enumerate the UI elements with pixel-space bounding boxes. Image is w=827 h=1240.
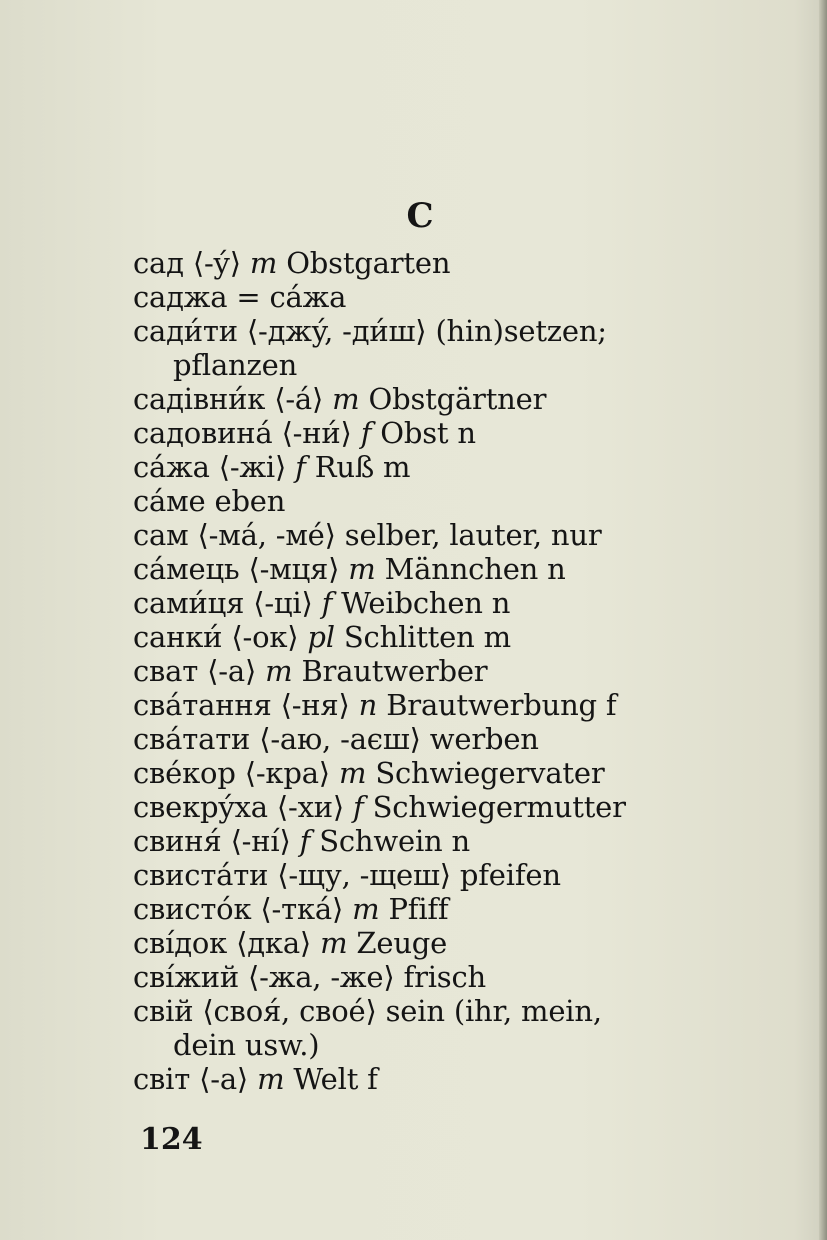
entry-translation: pfeifen — [459, 858, 561, 892]
entry-headword: садівни́к — [133, 382, 266, 416]
dictionary-entry — [133, 824, 733, 858]
dictionary-entry — [133, 994, 733, 1062]
entry-translation: Obstgarten — [286, 246, 451, 280]
entry-grammar-label: m — [332, 382, 360, 416]
entry-inflection: ⟨-а⟩ — [199, 1062, 249, 1096]
entry-headword: сáжа — [133, 450, 210, 484]
entry-translation: Obstgärtner — [368, 382, 547, 416]
entry-translation: frisch — [403, 960, 487, 994]
entry-translation: sein (ihr, mein, — [385, 994, 602, 1028]
dictionary-entry — [133, 654, 733, 688]
entry-inflection: ⟨-ня⟩ — [280, 688, 350, 722]
entry-inflection: ⟨-а⟩ — [207, 654, 257, 688]
entry-headword: свиня́ — [133, 824, 222, 858]
entry-translation: Pfiff — [388, 892, 449, 926]
entry-translation: eben — [214, 484, 286, 518]
dictionary-entry — [133, 484, 733, 518]
entry-grammar-label: m — [249, 246, 278, 280]
entry-inflection: ⟨-джý, -ди́ш⟩ — [246, 314, 427, 348]
entry-headword: свáтати — [133, 722, 251, 756]
entry-inflection: ⟨-аю, -аєш⟩ — [259, 722, 421, 756]
dictionary-entry — [133, 858, 733, 892]
entry-inflection: ⟨-ні́⟩ — [230, 824, 291, 858]
entry-inflection: ⟨-жі⟩ — [218, 450, 287, 484]
entry-inflection: ⟨-жа, -же⟩ — [248, 960, 395, 994]
entry-headword: свíдок — [133, 926, 228, 960]
entry-inflection: ⟨-ý⟩ — [192, 246, 241, 280]
entry-headword: свáтання — [133, 688, 272, 722]
entry-grammar-label: f — [321, 586, 333, 620]
entry-grammar-label: m — [257, 1062, 285, 1096]
entry-headword: сáме — [133, 484, 206, 518]
entry-translation: Schlitten m — [343, 620, 511, 654]
entry-translation: Schwiegervater — [375, 756, 605, 790]
entry-grammar-label: m — [338, 756, 367, 790]
page-spine-shadow — [819, 0, 827, 1240]
entry-inflection: ⟨-á⟩ — [274, 382, 324, 416]
entry-translation: Ruß m — [314, 450, 411, 484]
entry-grammar-label: pl — [307, 620, 335, 654]
dictionary-entry — [133, 450, 733, 484]
entry-headword: свéкор — [133, 756, 236, 790]
dictionary-entry — [133, 586, 733, 620]
entry-grammar-label: n — [358, 688, 378, 722]
entry-inflection: ⟨-хи⟩ — [276, 790, 345, 824]
dictionary-entry — [133, 382, 733, 416]
entry-headword: світ — [133, 1062, 191, 1096]
entry-headword: свій — [133, 994, 194, 1028]
entry-headword: саджа — [133, 280, 228, 314]
entry-grammar-label: f — [295, 450, 306, 484]
entry-headword: сади́ти — [133, 314, 238, 348]
dictionary-entry — [133, 926, 733, 960]
entry-translation: Schwiegermutter — [372, 790, 626, 824]
dictionary-entry — [133, 1062, 733, 1096]
entry-headword: свистáти — [133, 858, 269, 892]
entry-translation: selber, lauter, nur — [344, 518, 602, 552]
entry-translation: Brautwerber — [301, 654, 488, 688]
entry-translation: Zeuge — [356, 926, 448, 960]
entry-translation: Männchen n — [384, 552, 566, 586]
entry-translation: = cáжа — [236, 280, 347, 314]
entry-headword: сáмець — [133, 552, 240, 586]
entry-inflection: ⟨дка⟩ — [236, 926, 312, 960]
entry-inflection: ⟨-ни́⟩ — [281, 416, 352, 450]
entry-headword: сват — [133, 654, 199, 688]
entry-continuation: dein usw.) — [173, 1028, 320, 1062]
entry-headword: свíжий — [133, 960, 239, 994]
entry-headword: садовина́ — [133, 416, 273, 450]
entry-translation: Schwein n — [319, 824, 471, 858]
dictionary-entry — [133, 722, 733, 756]
entry-grammar-label: m — [352, 892, 380, 926]
dictionary-entry-list — [133, 246, 733, 1096]
dictionary-entry — [133, 314, 733, 382]
entry-grammar-label: m — [265, 654, 293, 688]
entry-translation: Welt f — [293, 1062, 378, 1096]
dictionary-entry — [133, 892, 733, 926]
section-letter: С — [406, 196, 434, 236]
entry-translation: werben — [429, 722, 539, 756]
entry-grammar-label: f — [360, 416, 372, 450]
dictionary-entry — [133, 280, 733, 314]
dictionary-entry — [133, 246, 733, 280]
entry-headword: сад — [133, 246, 184, 280]
entry-inflection: ⟨-мá, -мé⟩ — [197, 518, 336, 552]
entry-translation: (hin)setzen; — [435, 314, 607, 348]
dictionary-entry — [133, 416, 733, 450]
entry-inflection: ⟨-ткá⟩ — [260, 892, 344, 926]
entry-grammar-label: m — [348, 552, 376, 586]
entry-translation: Obst n — [380, 416, 476, 450]
entry-grammar-label: f — [299, 824, 311, 858]
entry-inflection: ⟨-кра⟩ — [244, 756, 330, 790]
entry-headword: свистóк — [133, 892, 252, 926]
entry-inflection: ⟨-мця⟩ — [248, 552, 340, 586]
entry-inflection: ⟨своя́, своé⟩ — [202, 994, 377, 1028]
entry-grammar-label: f — [353, 790, 364, 824]
entry-headword: санки́ — [133, 620, 223, 654]
entry-inflection: ⟨-ці⟩ — [253, 586, 313, 620]
entry-headword: сам — [133, 518, 189, 552]
entry-headword: свекрýха — [133, 790, 268, 824]
entry-inflection: ⟨-щу, -щеш⟩ — [277, 858, 451, 892]
dictionary-entry — [133, 688, 733, 722]
page-number: 124 — [140, 1122, 203, 1157]
entry-continuation: pflanzen — [173, 348, 298, 382]
entry-headword: сами́ця — [133, 586, 245, 620]
dictionary-entry — [133, 518, 733, 552]
dictionary-entry — [133, 756, 733, 790]
dictionary-entry — [133, 790, 733, 824]
dictionary-entry — [133, 620, 733, 654]
dictionary-entry — [133, 960, 733, 994]
entry-grammar-label: m — [320, 926, 348, 960]
entry-translation: Weibchen n — [341, 586, 511, 620]
entry-translation: Brautwerbung f — [386, 688, 617, 722]
dictionary-entry — [133, 552, 733, 586]
entry-inflection: ⟨-ок⟩ — [231, 620, 299, 654]
